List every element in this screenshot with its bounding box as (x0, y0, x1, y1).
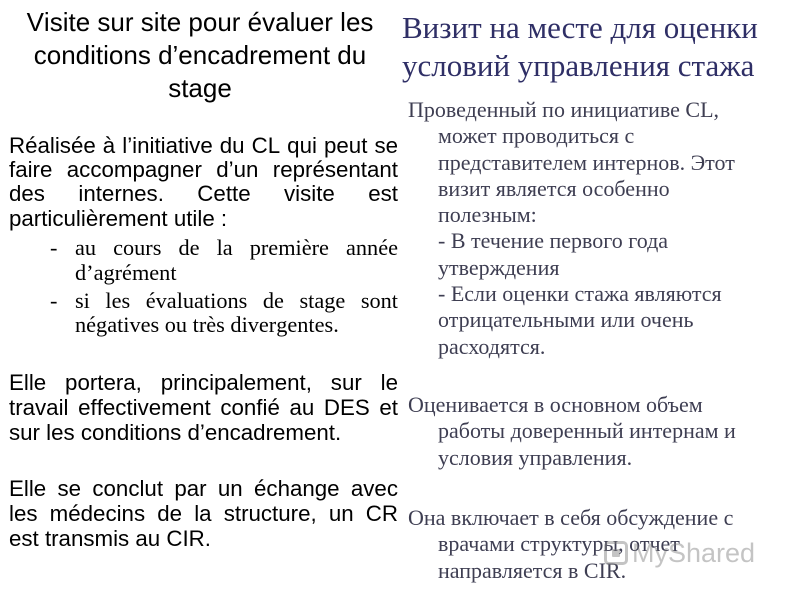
list-marker: - (50, 235, 58, 260)
list-item-text: au cours de la première année d’agrément (75, 235, 398, 285)
visit-paragraph-ru (408, 97, 735, 360)
text-line: - Если оценки стажа являются (438, 281, 722, 307)
text-line: расходятся. (438, 333, 546, 359)
scope-paragraph-fr: Elle portera, principalement, sur le travail effectivement confié au DES et sur les conditions d’encadrement. (9, 370, 398, 445)
intro-paragraph-fr: Réalisée à l’initiative du CL qui peut se faire accompagner d’un représentant des internes. Cette visite est particulièrement utile : (9, 133, 398, 231)
text-line: может проводиться с (438, 123, 635, 149)
slide-title-ru (402, 9, 758, 85)
watermark-text: MyShared (632, 538, 756, 568)
text-line: направляется в CIR. (438, 557, 627, 583)
text-line: отрицательными или очень (438, 307, 694, 333)
list-item-text: si les évaluations de stage sont négatives ou très divergentes. (75, 287, 398, 337)
exchange-paragraph-fr: Elle se conclut par un échange avec les médecins de la structure, un CR est transmis au CIR. (9, 476, 398, 551)
text-line: работы доверенный интернам и (438, 418, 736, 444)
text-line: утверждения (438, 254, 560, 280)
text-line: условия управления. (438, 444, 633, 470)
list-marker: - (50, 287, 58, 313)
text-line: врачами структуры, отчет (438, 531, 680, 557)
text-line: Проведенный по инициативе CL, (408, 97, 720, 122)
slide-title-ru-line: условий управления стажа (402, 48, 755, 83)
scope-paragraph-ru (408, 392, 736, 471)
text-line: - В течение первого года (438, 228, 669, 254)
slide-title-ru-line: Визит на месте для оценки (402, 10, 758, 45)
exchange-paragraph-ru (408, 505, 733, 584)
text-line: представителем интернов. Этот (438, 149, 735, 175)
slide-title-fr: Visite sur site pour évaluer les conditions d’encadrement du stage (26, 7, 374, 103)
text-line: Оценивается в основном объем (408, 392, 703, 417)
text-line: Она включает в себя обсуждение с (408, 505, 734, 530)
text-line: полезным: (438, 202, 537, 228)
text-line: визит является особенно (438, 175, 670, 201)
